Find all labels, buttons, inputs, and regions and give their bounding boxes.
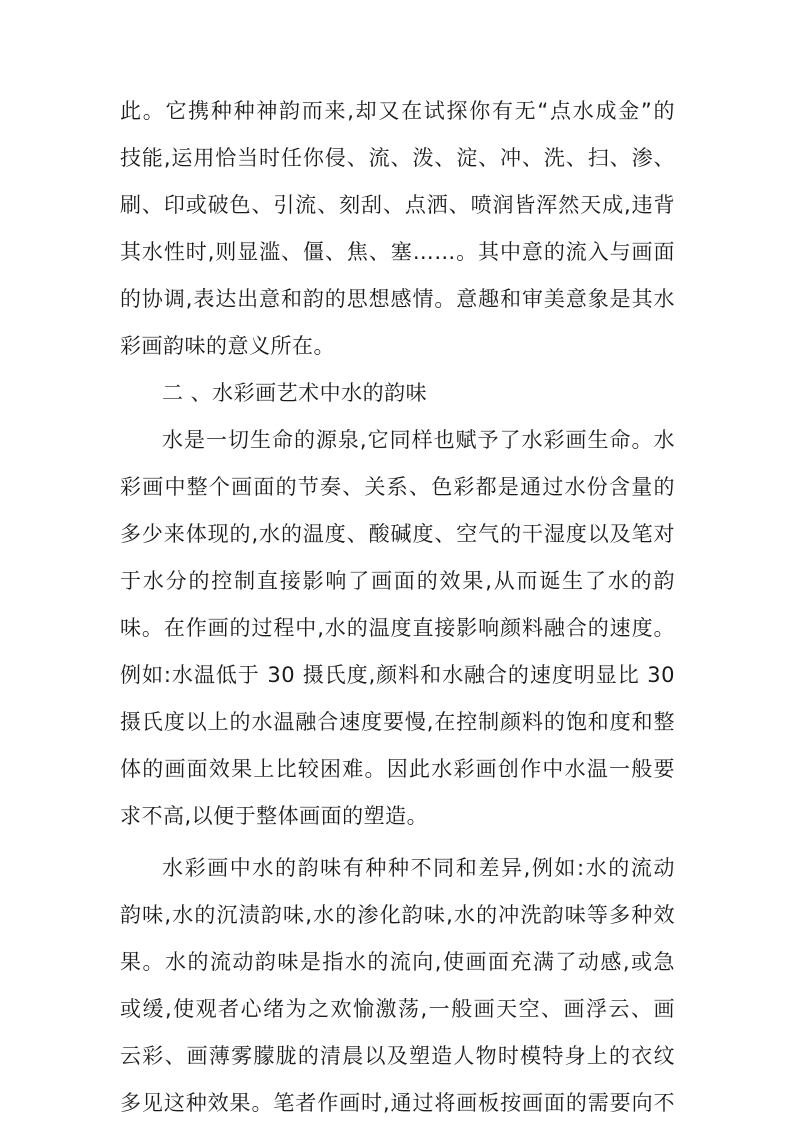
- paragraph-2-line-3: 多少来体现的,水的温度、酸碱度、空气的干湿度以及笔对: [120, 522, 675, 546]
- paragraph-3-line-1: 水彩画中水的韵味有种种不同和差异,例如:水的流动: [162, 856, 675, 880]
- paragraph-2-line-7: 摄氏度以上的水温融合速度要慢,在控制颜料的饱和度和整: [120, 710, 675, 734]
- section-heading: 二 、水彩画艺术中水的韵味: [162, 381, 428, 405]
- paragraph-2-line-4: 于水分的控制直接影响了画面的效果,从而诞生了水的韵: [120, 569, 675, 593]
- paragraph-3-line-3: 果。水的流动韵味是指水的流向,使画面充满了动感,或急: [120, 950, 675, 974]
- paragraph-2-line-5: 味。在作画的过程中,水的温度直接影响颜料融合的速度。: [120, 616, 675, 640]
- paragraph-2-line-2: 彩画中整个画面的节奏、关系、色彩都是通过水份含量的: [120, 475, 675, 499]
- paragraph-1-line-6: 彩画韵味的意义所在。: [120, 334, 335, 358]
- paragraph-1-line-4: 其水性时,则显滥、僵、焦、塞……。其中意的流入与画面: [120, 240, 675, 264]
- paragraph-3-line-4: 或缓,使观者心绪为之欢愉激荡,一般画天空、画浮云、画: [120, 997, 675, 1021]
- paragraph-2-line-6: 例如:水温低于 30 摄氏度,颜料和水融合的速度明显比 30: [120, 663, 675, 687]
- paragraph-3-line-6: 多见这种效果。笔者作画时,通过将画板按画面的需要向不: [120, 1091, 675, 1115]
- paragraph-2-line-8: 体的画面效果上比较困难。因此水彩画创作中水温一般要: [120, 757, 675, 781]
- paragraph-1-line-3: 刷、印或破色、引流、刻刮、点洒、喷润皆浑然天成,违背: [120, 193, 675, 217]
- paragraph-2-line-9: 求不高,以便于整体画面的塑造。: [120, 804, 429, 828]
- paragraph-2-line-1: 水是一切生命的源泉,它同样也赋予了水彩画生命。水: [162, 428, 675, 452]
- paragraph-1-line-2: 技能,运用恰当时任你侵、流、泼、淀、冲、洗、扫、渗、: [120, 146, 675, 170]
- paragraph-3-line-5: 云彩、画薄雾朦胧的清晨以及塑造人物时模特身上的衣纹: [120, 1044, 675, 1068]
- paragraph-3-line-2: 韵味,水的沉渍韵味,水的渗化韵味,水的冲洗韵味等多种效: [120, 903, 675, 927]
- paragraph-1-line-5: 的协调,表达出意和韵的思想感情。意趣和审美意象是其水: [120, 287, 675, 311]
- paragraph-1-line-1: 此。它携种种神韵而来,却又在试探你有无“点水成金”的: [120, 99, 675, 123]
